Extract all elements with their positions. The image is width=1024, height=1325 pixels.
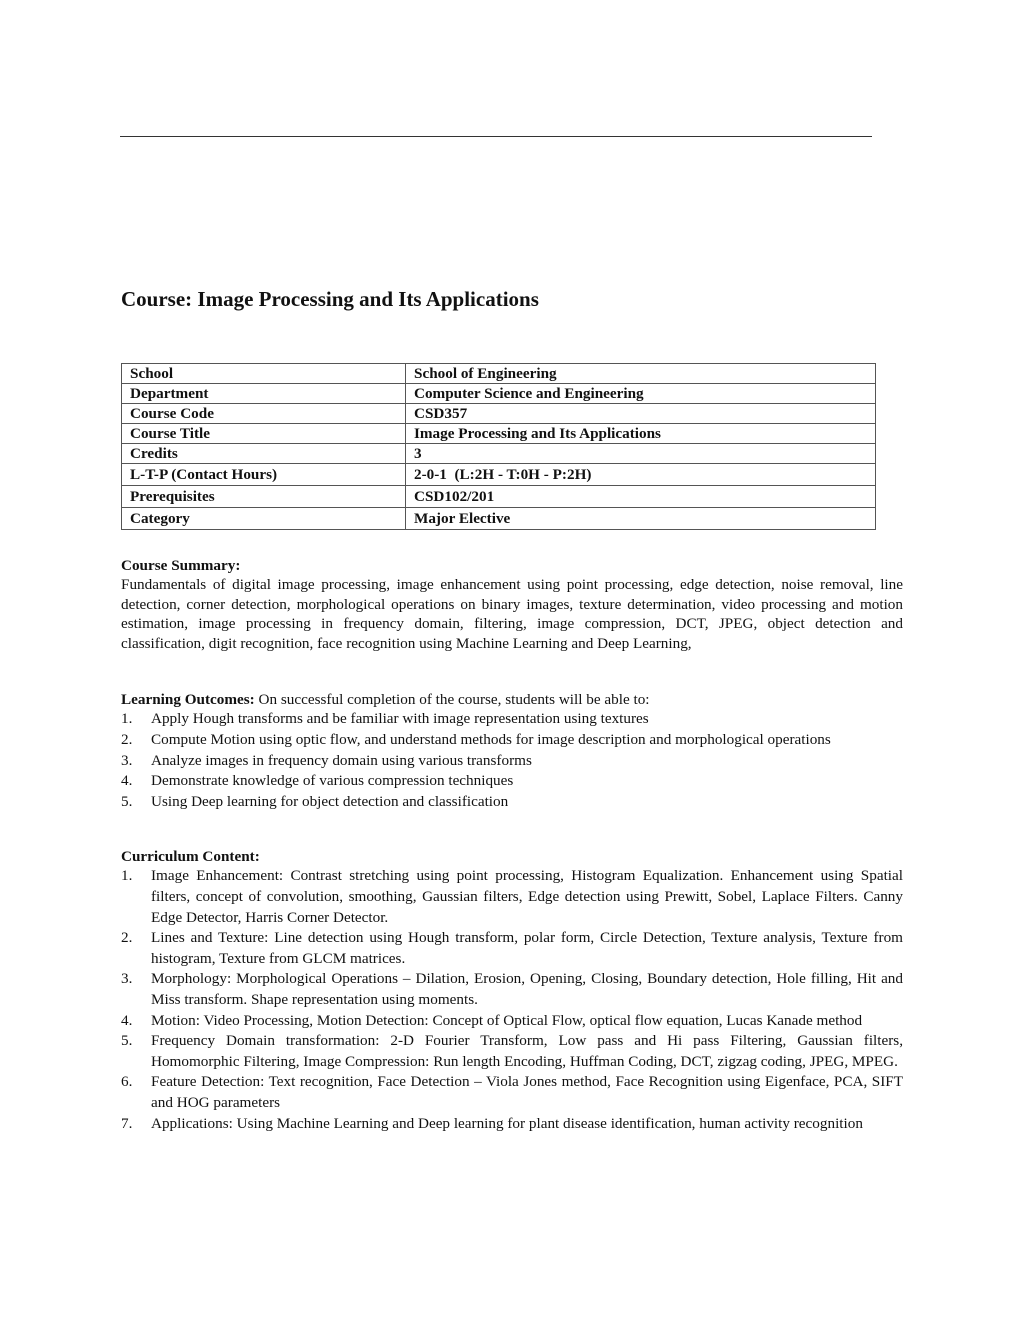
list-item: [121, 730, 903, 751]
item-number: 5.: [121, 792, 133, 810]
item-number: 2.: [121, 731, 133, 748]
item-number: 1.: [121, 867, 133, 885]
learning-outcomes-section: [121, 690, 903, 812]
list-item: [121, 969, 903, 1010]
item-number: 3.: [121, 970, 133, 988]
table-row: [122, 364, 876, 384]
course-summary-section: [121, 556, 903, 653]
item-text: Morphology: Morphological Operations – Dilation, Erosion, Opening, Closing, Boundary detection, Hole filling, Hit and Miss transform. Shape representation using moments.: [151, 970, 903, 1008]
table-row: [122, 464, 876, 486]
table-row: [122, 508, 876, 530]
list-item: [121, 792, 903, 813]
list-item: [121, 751, 903, 772]
item-text: Demonstrate knowledge of various compression techniques: [151, 772, 514, 790]
table-row: [122, 424, 876, 444]
item-number: 2.: [121, 929, 133, 947]
list-item: [121, 709, 903, 730]
item-text: Using Deep learning for object detection and classification: [151, 792, 509, 810]
item-number: 5.: [121, 1032, 133, 1050]
item-text: Applications: Using Machine Learning and Deep learning for plant disease identification, human activity recognition: [151, 1114, 863, 1132]
item-text: Motion: Video Processing, Motion Detection: Concept of Optical Flow, optical flow equation, Lucas Kanade method: [151, 1011, 863, 1029]
item-number: 4.: [121, 1011, 133, 1029]
row-value: Computer Science and Engineering: [406, 384, 876, 404]
table-row: [122, 486, 876, 508]
course-summary-heading: Course Summary:: [121, 557, 241, 574]
list-item: [121, 1031, 903, 1072]
row-value: CSD357: [406, 404, 876, 424]
row-value: CSD102/201: [406, 486, 876, 508]
row-label: Credits: [122, 444, 406, 464]
item-text: Image Enhancement: Contrast stretching using point processing, Histogram Equalization. Enhancement using Spatial filters, concept of convolution, smoothing, Gaussian filters, Edge detection using Prewitt, Sobel, Laplace Filters. Canny Edge Detector, Harris Corner Detector.: [151, 867, 903, 926]
row-label: Category: [122, 508, 406, 530]
curriculum-content-heading: Curriculum Content:: [121, 848, 260, 865]
row-value: Image Processing and Its Applications: [406, 424, 876, 444]
row-value: 2-0-1 (L:2H - T:0H - P:2H): [406, 464, 876, 486]
item-number: 4.: [121, 772, 133, 790]
row-label: Prerequisites: [122, 486, 406, 508]
row-value: Major Elective: [406, 508, 876, 530]
item-number: 6.: [121, 1073, 133, 1091]
item-number: 7.: [121, 1114, 133, 1132]
row-label: L-T-P (Contact Hours): [122, 464, 406, 486]
list-item: [121, 771, 903, 792]
row-value: School of Engineering: [406, 364, 876, 384]
item-text: Compute Motion using optic flow, and understand methods for image description and morphological operations: [151, 731, 831, 748]
item-text: Feature Detection: Text recognition, Face Detection – Viola Jones method, Face Recognition using Eigenface, PCA, SIFT and HOG parameters: [151, 1073, 903, 1111]
row-label: School: [122, 364, 406, 384]
row-label: Department: [122, 384, 406, 404]
table-row: [122, 404, 876, 424]
course-info-table: [121, 363, 876, 530]
course-summary-text: Fundamentals of digital image processing, image enhancement using point processing, edge detection, noise removal, line detection, corner detection, morphological operations on binary images, texture determination, video processing and motion estimation, image processing in frequency domain, filtering, image compression, DCT, JPEG, object detection and classification, digit recognition, face recognition using Machine Learning and Deep Learning,: [121, 576, 903, 652]
item-text: Lines and Texture: Line detection using Hough transform, polar form, Circle Detection, Texture analysis, Texture from histogram, Texture from GLCM matrices.: [151, 929, 903, 967]
list-item: [121, 1011, 903, 1032]
list-item: [121, 928, 903, 969]
header-rule: [120, 136, 872, 137]
item-text: Apply Hough transforms and be familiar with image representation using textures: [151, 710, 649, 728]
item-number: 3.: [121, 751, 133, 769]
item-text: Frequency Domain transformation: 2-D Fourier Transform, Low pass and Hi pass Filtering, Gaussian filters, Homomorphic Filtering, Image Compression: Run length Encoding, Huffman Coding, DCT, zigzag coding, JPEG, MPEG.: [151, 1032, 903, 1070]
row-value: 3: [406, 444, 876, 464]
curriculum-content-section: [121, 847, 903, 1134]
item-number: 1.: [121, 710, 133, 728]
row-label: Course Title: [122, 424, 406, 444]
item-text: Analyze images in frequency domain using various transforms: [151, 751, 532, 769]
table-row: [122, 444, 876, 464]
table-row: [122, 384, 876, 404]
list-item: [121, 1072, 903, 1113]
learning-outcomes-list: [121, 709, 903, 812]
list-item: [121, 866, 903, 928]
row-label: Course Code: [122, 404, 406, 424]
learning-outcomes-heading: Learning Outcomes:: [121, 691, 255, 708]
learning-outcomes-intro: On successful completion of the course, students will be able to:: [254, 691, 650, 708]
learning-outcomes-intro-line: [121, 690, 903, 709]
page-title: Course: Image Processing and Its Applications: [121, 287, 539, 311]
list-item: [121, 1114, 903, 1135]
curriculum-content-list: [121, 866, 903, 1134]
